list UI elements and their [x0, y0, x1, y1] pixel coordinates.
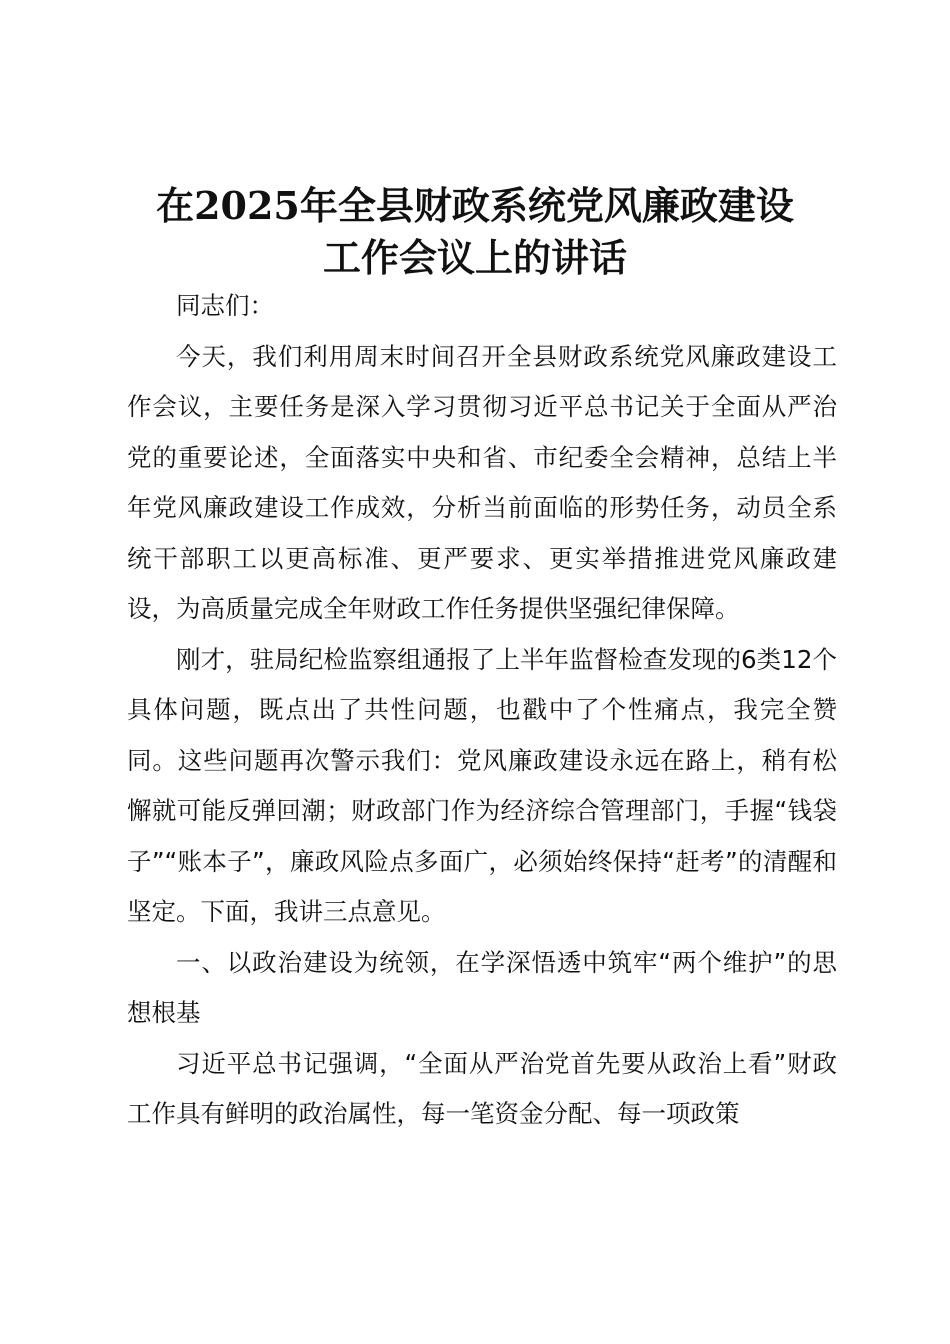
section-heading-1: 一、以政治建设为统领，在学深悟透中筑牢“两个维护”的思想根基	[127, 947, 837, 1027]
section-1-paragraph: 习近平总书记强调，“全面从严治党首先要从政治上看”财政工作具有鲜明的政治属性，每一笔资金分配、每一项政策	[127, 1048, 837, 1128]
paragraph-intro: 今天，我们利用周末时间召开全县财政系统党风廉政建设工作会议，主要任务是深入学习贯彻习近平总书记关于全面从严治党的重要论述，全面落实中央和省、市纪委全会精神，总结上半年党风廉政建设工作成效，分析当前面临的形势任务，动员全系统干部职工以更高标准、更严要求、更实举措推进党风廉政建设，为高质量完成全年财政工作任务提供坚强纪律保障。	[127, 341, 837, 623]
document-title-line-1: 在2025年全县财政系统党风廉政建设	[156, 183, 794, 228]
document-body	[127, 281, 837, 1140]
salutation: 同志们：	[176, 291, 274, 320]
paragraph-issues: 刚才，驻局纪检监察组通报了上半年监督检查发现的6类12个具体问题，既点出了共性问题，也戳中了个性痛点，我完全赞同。这些问题再次警示我们：党风廉政建设永远在路上，稍有松懈就可能反弹回潮；财政部门作为经济综合管理部门，手握“钱袋子”“账本子”，廉政风险点多面广，必须始终保持“赶考”的清醒和坚定。下面，我讲三点意见。	[127, 644, 837, 926]
document-title-line-2: 工作会议上的讲话	[322, 235, 627, 280]
